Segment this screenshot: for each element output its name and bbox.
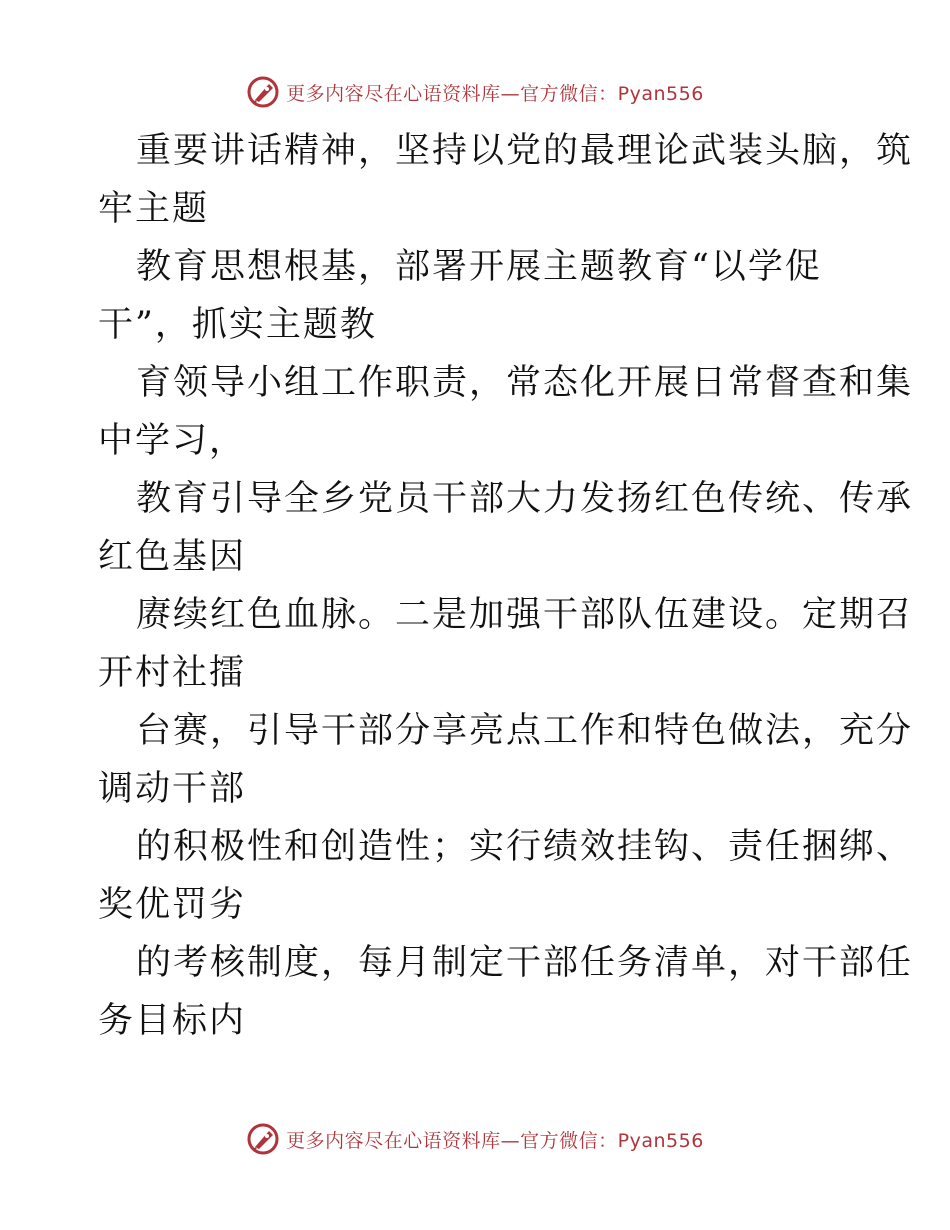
- header-banner-text: 更多内容尽在心语资料库—官方微信：Pyan556: [286, 82, 704, 105]
- body-line: 的考核制度，每月制定干部任务清单，对干部任: [136, 943, 914, 983]
- document-body: [98, 122, 914, 1050]
- body-line: 中学习，: [98, 421, 247, 461]
- body-line: 赓续红色血脉。二是加强干部队伍建设。定期召: [136, 595, 914, 635]
- body-line: 教育引导全乡党员干部大力发扬红色传统、传承: [136, 479, 914, 519]
- body-line: 奖优罚劣: [98, 885, 247, 925]
- body-line: 开村社擂: [98, 653, 247, 693]
- body-line: 重要讲话精神，坚持以党的最理论武装头脑，筑: [136, 131, 914, 171]
- body-line: 干”，抓实主题教: [98, 305, 377, 345]
- pen-logo-icon: [246, 1122, 280, 1156]
- header-banner: [0, 72, 950, 112]
- body-line: 务目标内: [98, 1001, 247, 1041]
- footer-banner: [0, 1119, 950, 1159]
- body-line: 牢主题: [98, 189, 210, 229]
- body-line: 红色基因: [98, 537, 247, 577]
- pen-logo-icon: [246, 75, 280, 109]
- body-line: 育领导小组工作职责，常态化开展日常督查和集: [136, 363, 914, 403]
- footer-banner-text: 更多内容尽在心语资料库—官方微信：Pyan556: [286, 1129, 704, 1152]
- body-line: 的积极性和创造性；实行绩效挂钩、责任捆绑、: [136, 827, 914, 867]
- body-line: 台赛，引导干部分享亮点工作和特色做法，充分: [136, 711, 914, 751]
- body-line: 教育思想根基，部署开展主题教育“以学促: [136, 247, 822, 287]
- body-line: 调动干部: [98, 769, 247, 809]
